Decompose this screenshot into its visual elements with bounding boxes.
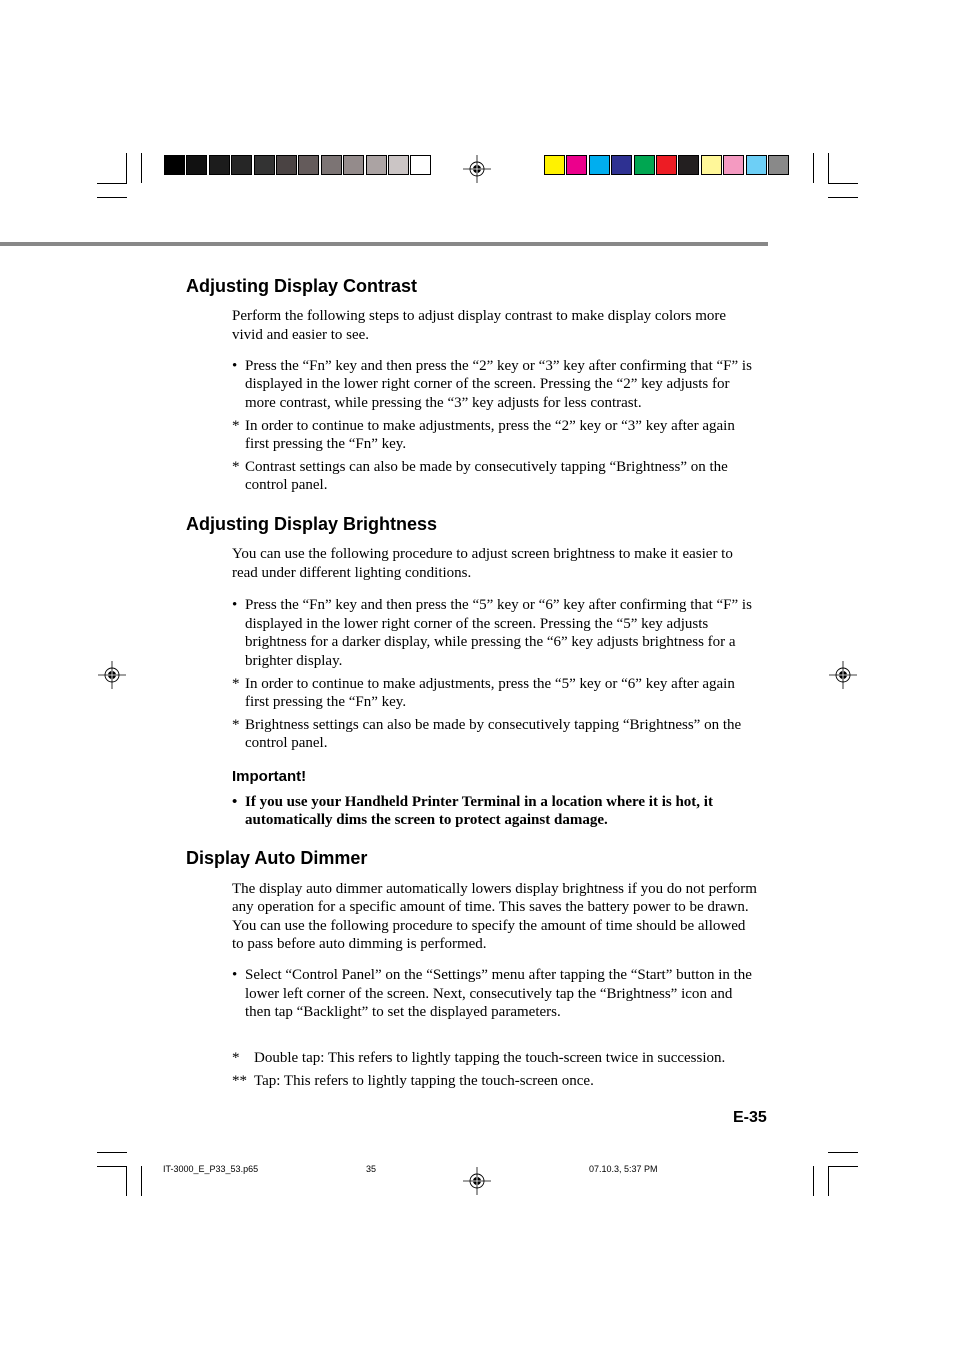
gray-swatch	[321, 155, 342, 175]
contrast-note-line: In order to continue to make adjustments, press the “2” key or “3” key after again	[245, 418, 735, 434]
bullet-marker: •	[232, 967, 238, 983]
contrast-bullet-line: more contrast, while pressing the “3” key adjusts for less contrast.	[245, 395, 642, 411]
brightness-bullet-line: Press the “Fn” key and then press the “5” key or “6” key after confirming that “F” is	[245, 597, 752, 613]
gray-swatch	[298, 155, 319, 175]
brightness-note-line: control panel.	[245, 735, 328, 751]
section-heading-contrast: Adjusting Display Contrast	[186, 276, 418, 296]
footnote-tap: Tap: This refers to lightly tapping the touch-screen once.	[254, 1073, 594, 1089]
color-swatch	[611, 155, 632, 175]
section-heading-auto-dimmer: Display Auto Dimmer	[186, 848, 368, 868]
color-swatch	[701, 155, 722, 175]
gray-swatch	[164, 155, 185, 175]
crop-mark	[126, 153, 127, 183]
crop-mark	[828, 1166, 858, 1167]
brightness-note-line: Brightness settings can also be made by consecutively tapping “Brightness” on the	[245, 717, 742, 733]
brightness-intro-line: read under different lighting conditions.	[232, 565, 472, 581]
color-swatch	[544, 155, 565, 175]
crop-mark	[813, 1166, 814, 1196]
color-swatch	[768, 155, 789, 175]
gray-swatch	[410, 155, 431, 175]
header-rule	[0, 242, 768, 246]
crop-mark	[97, 1152, 127, 1153]
note-marker: *	[232, 418, 240, 434]
important-line: automatically dims the screen to protect against damage.	[245, 812, 608, 828]
bullet-marker: •	[232, 358, 238, 374]
dimmer-intro-line: to pass before auto dimming is performed.	[232, 936, 487, 952]
brightness-bullet-line: brighter display.	[245, 653, 343, 669]
crop-mark	[813, 153, 814, 183]
dimmer-bullet-line: Select “Control Panel” on the “Settings” menu after tapping the “Start” button in the	[245, 967, 752, 983]
gray-swatch	[186, 155, 207, 175]
crop-mark	[828, 1152, 858, 1153]
page-number: E-35	[733, 1109, 767, 1126]
color-swatch	[566, 155, 587, 175]
color-swatch	[589, 155, 610, 175]
gray-swatch	[276, 155, 297, 175]
gray-swatch	[231, 155, 252, 175]
slug-timestamp: 07.10.3, 5:37 PM	[589, 1164, 658, 1174]
brightness-note-line: first pressing the “Fn” key.	[245, 694, 407, 710]
bullet-marker: •	[232, 794, 238, 810]
color-swatch	[656, 155, 677, 175]
dimmer-intro-line: any operation for a specific amount of time. This saves the battery power to be drawn.	[232, 899, 749, 915]
brightness-bullet-line: displayed in the lower right corner of the screen. Pressing the “5” key adjusts	[245, 616, 709, 632]
color-swatch	[723, 155, 744, 175]
footnote-marker: *	[232, 1050, 240, 1066]
crop-mark	[97, 183, 127, 184]
important-line: If you use your Handheld Printer Terminal in a location where it is hot, it	[245, 794, 713, 810]
gray-swatch	[343, 155, 364, 175]
registration-mark-icon	[829, 661, 857, 689]
footnote-double-tap: Double tap: This refers to lightly tapping the touch-screen twice in succession.	[254, 1050, 726, 1066]
crop-mark	[828, 1166, 829, 1196]
section-heading-brightness: Adjusting Display Brightness	[186, 514, 438, 534]
important-heading: Important!	[232, 768, 307, 785]
contrast-bullet-line: displayed in the lower right corner of the screen. Pressing the “2” key adjusts for	[245, 376, 730, 392]
gray-swatch	[388, 155, 409, 175]
color-swatch	[678, 155, 699, 175]
crop-mark	[126, 1166, 127, 1196]
note-marker: *	[232, 717, 240, 733]
slug-page: 35	[366, 1164, 377, 1174]
contrast-intro-line: Perform the following steps to adjust display contrast to make display colors more	[232, 308, 727, 324]
registration-mark-icon	[98, 661, 126, 689]
bullet-marker: •	[232, 597, 238, 613]
dimmer-bullet-line: lower left corner of the screen. Next, consecutively tap the “Brightness” icon and	[245, 986, 733, 1002]
brightness-bullet-line: brightness for a darker display, while pressing the “6” key adjusts brightness for a	[245, 634, 736, 650]
brightness-note-line: In order to continue to make adjustments, press the “5” key or “6” key after again	[245, 676, 735, 692]
footnote-marker: **	[232, 1073, 247, 1089]
contrast-note-line: first pressing the “Fn” key.	[245, 436, 407, 452]
crop-mark	[97, 1166, 127, 1167]
slug-filename: IT-3000_E_P33_53.p65	[163, 1164, 259, 1174]
gray-swatch	[209, 155, 230, 175]
contrast-note-line: Contrast settings can also be made by consecutively tapping “Brightness” on the	[245, 459, 728, 475]
contrast-bullet-line: Press the “Fn” key and then press the “2” key or “3” key after confirming that “F” is	[245, 358, 752, 374]
registration-mark-icon	[463, 1167, 491, 1195]
dimmer-bullet-line: then tap “Backlight” to set the displayed parameters.	[245, 1004, 561, 1020]
note-marker: *	[232, 459, 240, 475]
dimmer-intro-line: You can use the following procedure to specify the amount of time should be allowed	[232, 918, 746, 934]
crop-mark	[141, 1166, 142, 1196]
gray-swatch	[366, 155, 387, 175]
color-swatch	[746, 155, 767, 175]
crop-mark	[828, 153, 829, 183]
brightness-intro-line: You can use the following procedure to adjust screen brightness to make it easier to	[232, 546, 733, 562]
contrast-note-line: control panel.	[245, 477, 328, 493]
crop-mark	[828, 197, 858, 198]
registration-mark-icon	[463, 155, 491, 183]
note-marker: *	[232, 676, 240, 692]
contrast-intro-line: vivid and easier to see.	[232, 327, 370, 343]
crop-mark	[141, 153, 142, 183]
dimmer-intro-line: The display auto dimmer automatically lowers display brightness if you do not perform	[232, 881, 757, 897]
color-swatch	[634, 155, 655, 175]
crop-mark	[828, 183, 858, 184]
crop-mark	[97, 197, 127, 198]
gray-swatch	[254, 155, 275, 175]
